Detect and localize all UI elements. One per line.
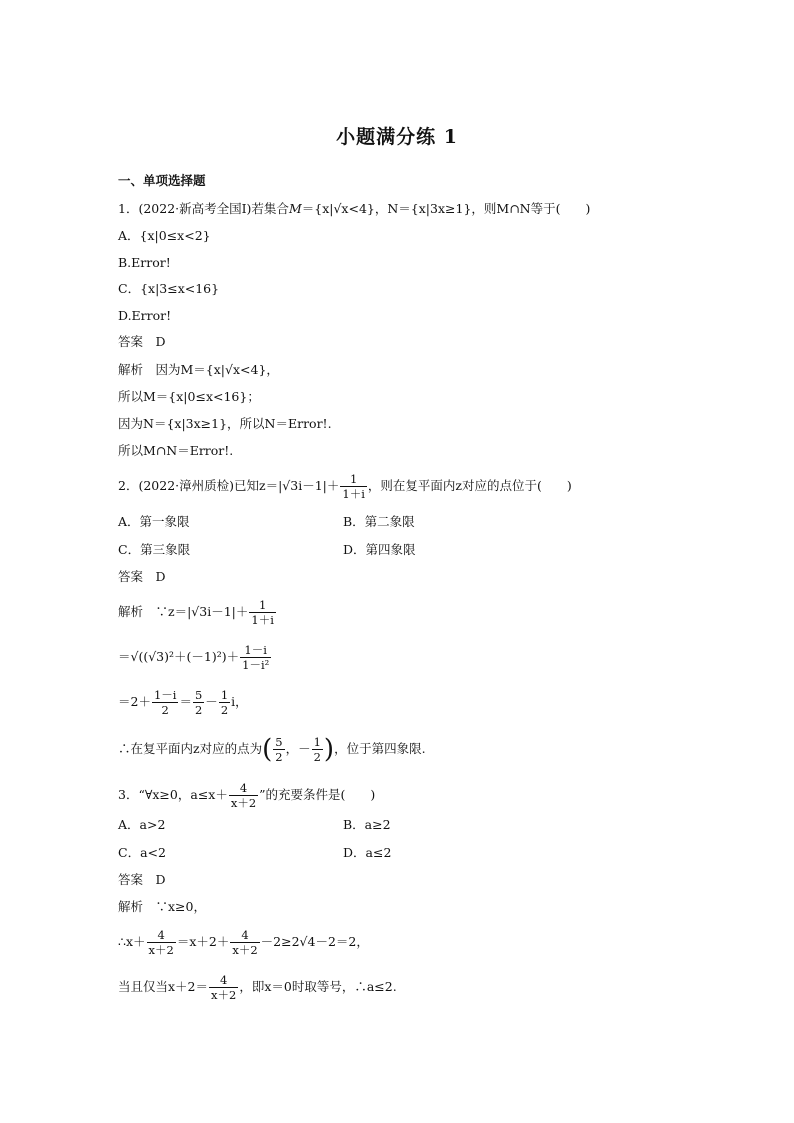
q3-stem: 3．“∀x≥0，a≤x＋ $\frac{4}{x+2}$ ”的充要条件是( ) <box>118 781 376 810</box>
q3-option-d: D．a≤2 <box>343 845 392 860</box>
q2-option-a: A．第一象限 <box>118 514 190 529</box>
q2-solution-line-1: 解析 ∵z＝|√3i－1|＋ $\frac{1}{1+i}$ <box>118 598 274 627</box>
fraction: $\frac{5}{2}$ <box>275 735 283 764</box>
q2-option-c: C．第三象限 <box>118 542 191 557</box>
fraction: $\frac{4}{x+2}$ <box>232 928 258 957</box>
q1-option-d: D.Error! <box>118 308 172 323</box>
q2-solution-line-2: ＝√((√3)²＋(－1)²)＋ $\frac{1-i}{\text{1－i²}}$ <box>118 643 270 672</box>
fraction: $\frac{4}{x+2}$ <box>230 781 257 810</box>
q1-option-c: C．{x|3≤x<16} <box>118 281 220 296</box>
fraction: $\frac{1}{2}$ <box>313 735 321 764</box>
left-paren: ( <box>262 734 273 765</box>
q1-solution-line-4: 所以M∩N＝Error!. <box>118 443 234 458</box>
fraction: $\frac{1-i}{2}$ <box>153 688 177 717</box>
fraction: $\frac{4}{x+2}$ <box>211 973 237 1002</box>
fraction: $\frac{4}{x+2}$ <box>148 928 174 957</box>
q3-option-a: A．a>2 <box>118 817 166 832</box>
q1-solution-line-3: 因为N＝{x|3x≥1}，所以N＝Error!. <box>118 416 332 431</box>
right-paren: ) <box>323 734 335 765</box>
q3-option-c: C．a<2 <box>118 845 166 860</box>
q2-option-d: D．第四象限 <box>343 542 416 557</box>
fraction: $\frac{5}{2}$ <box>194 688 203 717</box>
q3-answer: 答案 D <box>118 872 166 887</box>
q1-option-b: B.Error! <box>118 255 171 270</box>
q2-solution-line-4: ∴在复平面内z对应的点为( $\frac{5}{2}$ ，－ $\frac{1}{2}$ )，位于第四象限. <box>118 734 426 765</box>
q1-stem: 1．(2022·新高考全国Ⅰ)若集合M＝{x|√x<4}，N＝{x|3x≥1}，则M∩N等于( ) <box>118 201 591 216</box>
section-heading: 一、单项选择题 <box>118 173 206 188</box>
fraction: $\frac{1}{1+i}$ <box>342 472 365 501</box>
q2-option-b: B．第二象限 <box>343 514 415 529</box>
fraction: $\frac{1}{1+i}$ <box>251 598 274 627</box>
q2-stem: 2．(2022·漳州质检)已知z＝|√3i－1|＋ $\frac{1}{1+i}$ ，则在复平面内z对应的点位于( ) <box>118 472 572 501</box>
q2-answer: 答案 D <box>118 569 166 584</box>
q1-solution-line-1: 解析 因为M＝{x|√x<4}， <box>118 362 279 377</box>
q1-option-a: A．{x|0≤x<2} <box>118 228 211 243</box>
fraction: $\frac{1}{2}$ <box>220 688 229 717</box>
fraction: $\frac{1-i}{\text{1－i²}}$ <box>242 643 270 672</box>
q1-answer: 答案 D <box>118 334 166 349</box>
q1-solution-line-2: 所以M＝{x|0≤x<16}； <box>118 389 260 404</box>
q2-solution-line-3: ＝2＋ $\frac{1-i}{2}$ ＝ $\frac{5}{2}$ － $\frac{1}{2}$ i， <box>118 688 248 717</box>
q3-solution-line-1: 解析 ∵x≥0， <box>118 899 206 914</box>
q3-solution-line-2: ∴x＋ $\frac{4}{x+2}$ ＝x＋2＋ $\frac{4}{x+2}$ －2≥2√4－2＝2， <box>118 928 369 957</box>
q3-solution-line-3: 当且仅当x＋2＝ $\frac{4}{x+2}$ ，即x＝0时取等号，∴a≤2. <box>118 973 397 1002</box>
q3-option-b: B．a≥2 <box>343 817 391 832</box>
page-title: 小题满分练 1 <box>336 126 458 148</box>
